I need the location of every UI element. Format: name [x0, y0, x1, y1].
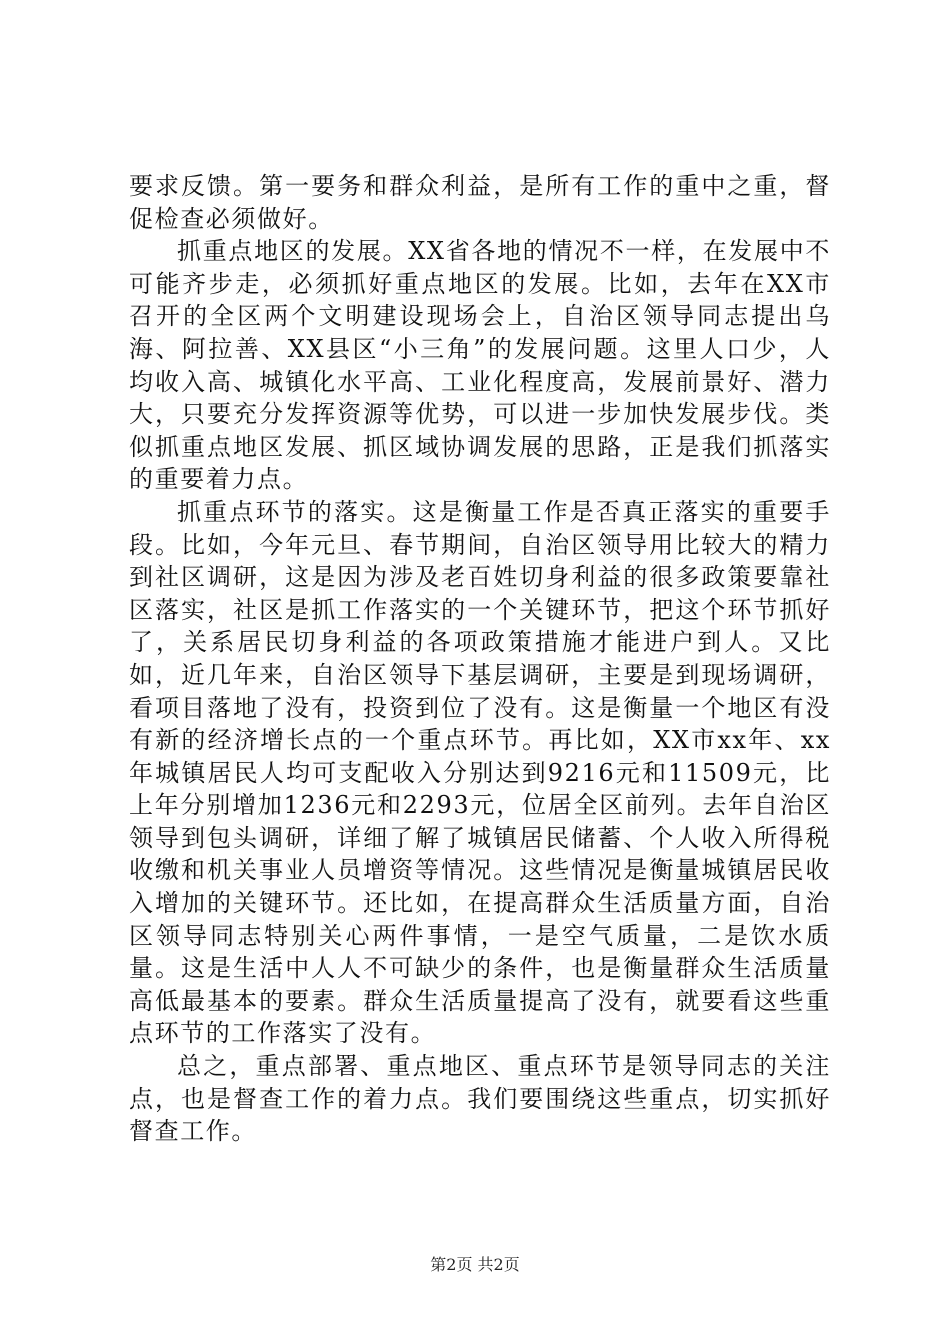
document-body	[129, 170, 831, 1148]
paragraph-key-links: 抓重点环节的落实。这是衡量工作是否真正落实的重要手段。比如，今年元旦、春节期间，自治区领导用比较大的精力到社区调研，这是因为涉及老百姓切身利益的很多政策要靠社区落实，社区是抓工作落实的一个关键环节，把这个环节抓好了，关系居民切身利益的各项政策措施才能进户到人。又比如，近几年来，自治区领导下基层调研，主要是到现场调研，看项目落地了没有，投资到位了没有。这是衡量一个地区有没有新的经济增长点的一个重点环节。再比如，XX市xx年、xx年城镇居民人均可支配收入分别达到9216元和11509元，比上年分别增加1236元和2293元，位居全区前列。去年自治区领导到包头调研，详细了解了城镇居民储蓄、个人收入所得税收缴和机关事业人员增资等情况。这些情况是衡量城镇居民收入增加的关键环节。还比如，在提高群众生活质量方面，自治区领导同志特别关心两件事情，一是空气质量，二是饮水质量。这是生活中人人不可缺少的条件，也是衡量群众生活质量高低最基本的要素。群众生活质量提高了没有，就要看这些重点环节的工作落实了没有。	[129, 497, 831, 1048]
paragraph-summary: 总之，重点部署、重点地区、重点环节是领导同志的关注点，也是督查工作的着力点。我们要围绕这些重点，切实抓好督查工作。	[129, 1052, 831, 1146]
paragraph-continuation: 要求反馈。第一要务和群众利益，是所有工作的重中之重，督促检查必须做好。	[129, 172, 831, 233]
paragraph-key-regions: 抓重点地区的发展。XX省各地的情况不一样，在发展中不可能齐步走，必须抓好重点地区的发展。比如，去年在XX市召开的全区两个文明建设现场会上，自治区领导同志提出乌海、阿拉善、XX县区“小三角”的发展问题。这里人口少，人均收入高、城镇化水平高、工业化程度高，发展前景好、潜力大，只要充分发挥资源等优势，可以进一步加快发展步伐。类似抓重点地区发展、抓区域协调发展的思路，正是我们抓落实的重要着力点。	[129, 237, 831, 494]
page-number-footer: 第2页 共2页	[430, 1255, 520, 1274]
